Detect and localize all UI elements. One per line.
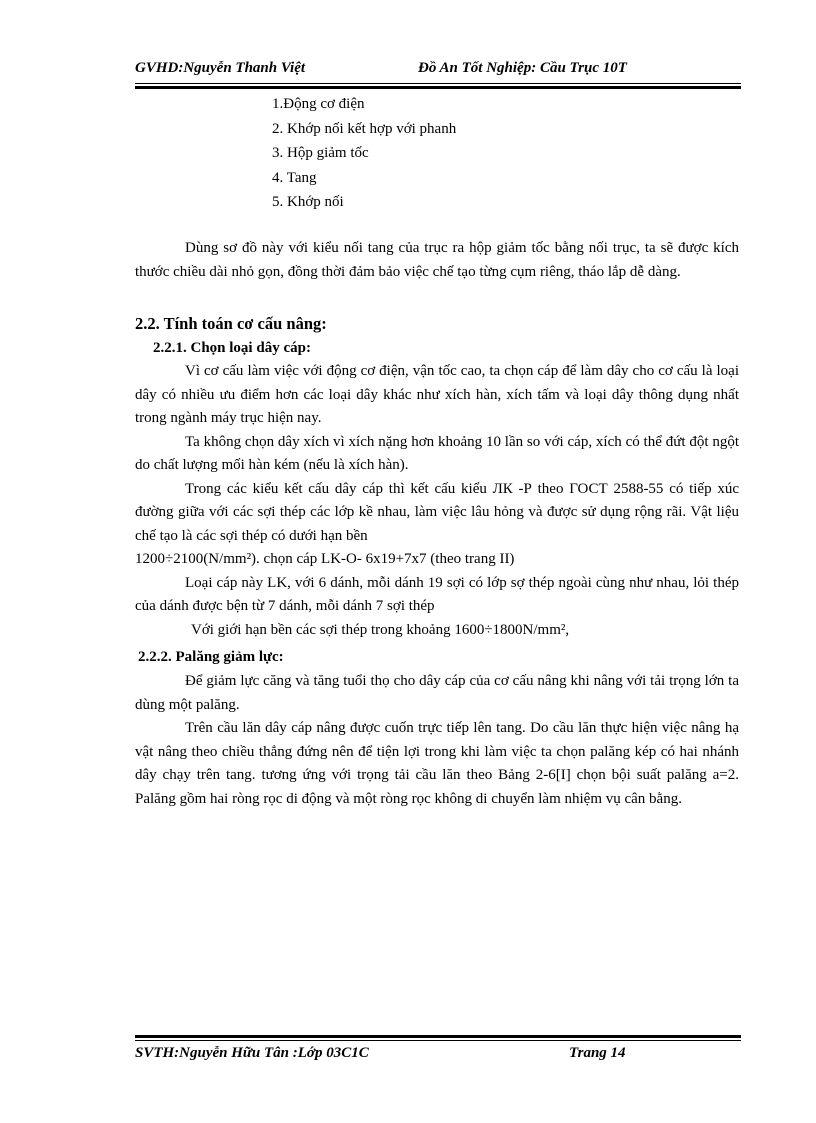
paragraph: Trong các kiểu kết cấu dây cáp thì kết cấu kiểu ЛК -Р theo ГОСТ 2588-55 có tiếp xúc đường giữa với các sợi thép các lớp kề nhau, làm việc lâu hỏng và được sử dụng rộng rãi. Vật liệu chế tạo là các sợi thép có dưới hạn bền [135,480,739,544]
page-header [135,60,741,82]
paragraph: Ta không chọn dây xích vì xích nặng hơn khoảng 10 lần so với cáp, xích có thể đứt đột ngột do chất lượng mối hàn kém (nếu là xích hàn). [135,433,739,473]
section-heading-2-2: 2.2. Tính toán cơ cấu nâng: [135,314,327,333]
header-title: Đồ An Tốt Nghiệp: Cầu Trục 10T [418,60,627,76]
list-item: 4. Tang [272,169,317,186]
subsection-2-2-2-body [135,670,739,811]
component-list [272,92,456,215]
paragraph: Vì cơ cấu làm việc với động cơ điện, vận tốc cao, ta chọn cáp để làm dây cho cơ cấu là loại dây có nhiều ưu điểm hơn các loại dây khác như xích hàn, xích tấm và loại dây thông dụng nhất trong ngành máy trục hiện nay. [135,363,739,426]
page-number: Trang 14 [569,1045,626,1061]
subsection-heading-2-2-2: 2.2.2. Palăng giảm lực: [138,649,284,665]
list-item: 5. Khớp nối [272,194,344,210]
page-footer [135,1045,741,1067]
header-advisor: GVHD:Nguyễn Thanh Việt [135,60,306,76]
paragraph: Với giới hạn bền các sợi thép trong khoảng 1600÷1800N/mm², [191,621,570,638]
footer-rule-thick [135,1035,741,1038]
paragraph: Loại cáp này LK, với 6 dánh, mỗi dánh 19 sợi có lớp sợ thép ngoài cùng như nhau, lỏi thép của dánh được bện từ 7 dánh, mỗi dánh 7 sợi thép [135,574,739,614]
paragraph-continuation: 1200÷2100(N/mm²). chọn cáp LK-O- 6x19+7x7 (theo trang II) [135,551,515,567]
list-item: 3. Hộp giảm tốc [272,145,369,161]
header-rule-thick [135,86,741,89]
list-item: 2. Khớp nối kết hợp với phanh [272,120,457,137]
list-item: 1.Động cơ điện [272,96,365,112]
header-rule-thin [135,83,741,84]
intro-paragraph: Dùng sơ đồ này với kiểu nối tang của trục ra hộp giảm tốc bằng nối trục, ta sẽ được kích thước chiều dài nhỏ gọn, đồng thời đảm bảo việc chế tạo từng cụm riêng, tháo lắp dễ dàng. [135,240,739,280]
intro-block [135,237,739,284]
paragraph: Trên cầu lăn dây cáp nâng được cuốn trực tiếp lên tang. Do cầu lăn thực hiện việc nâng hạ vật nâng theo chiều thẳng đứng nên để tiện lợi trong khi làm việc ta chọn palăng kép có hai nhánh dây chạy trên tang. tương ứng với trọng tải cầu lăn theo Bảng 2-6[I] chọn bội suất palăng a=2. Palăng gồm hai ròng rọc di động và một ròng rọc không di chuyển làm nhiệm vụ cân bằng. [135,720,739,807]
footer-student: SVTH:Nguyễn Hữu Tân :Lớp 03C1C [135,1045,369,1061]
subsection-2-2-1-body [135,360,739,642]
subsection-heading-2-2-1: 2.2.1. Chọn loại dây cáp: [153,340,311,356]
paragraph: Để giảm lực căng và tăng tuổi thọ cho dây cáp của cơ cấu nâng khi nâng với tải trọng lớn ta dùng một palăng. [135,673,739,713]
footer-rule-thin [135,1040,741,1041]
